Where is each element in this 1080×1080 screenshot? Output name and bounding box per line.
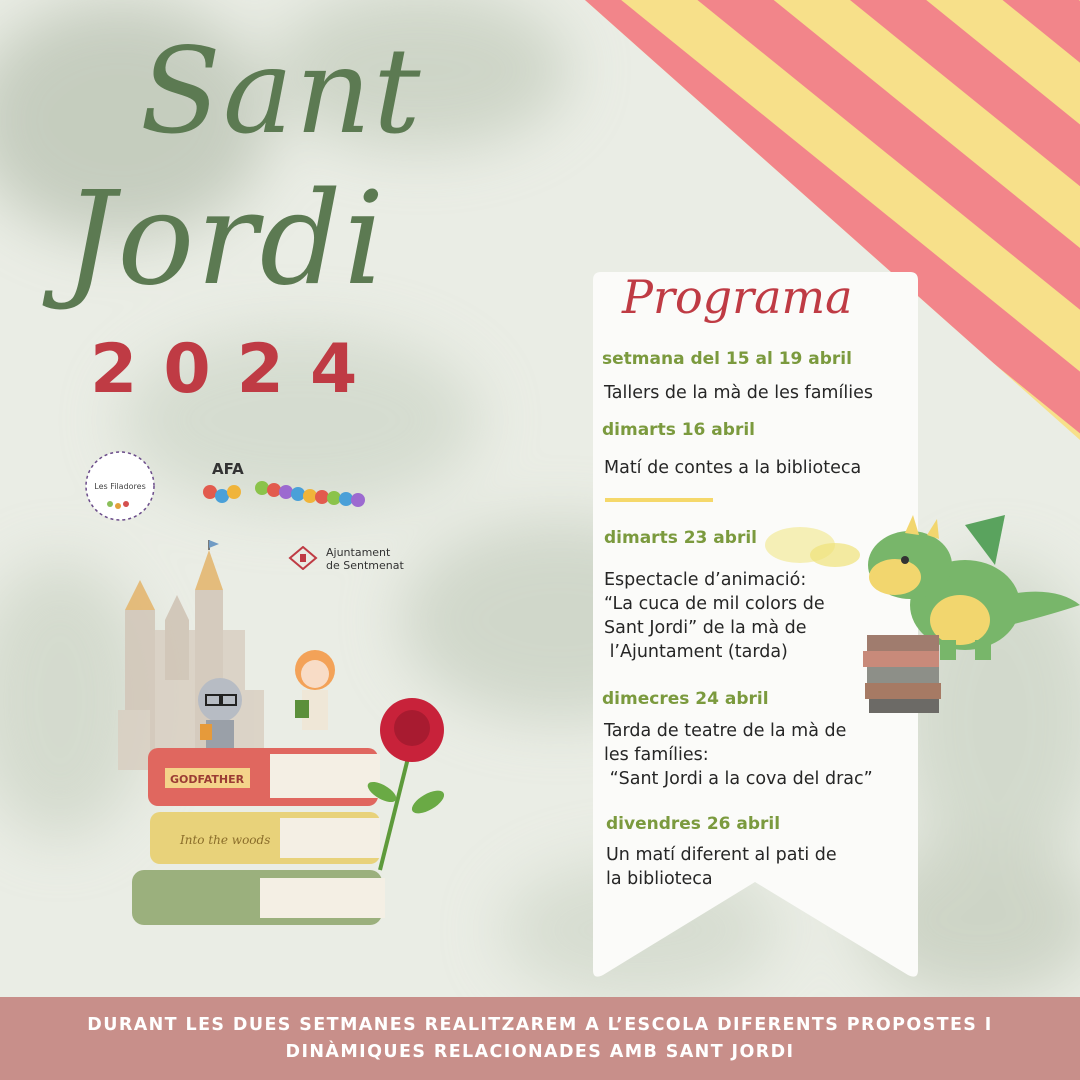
- ajuntament-label: Ajuntament de Sentmenat: [326, 546, 404, 572]
- event-2-description: Matí de contes a la biblioteca: [604, 458, 862, 478]
- book-1-title: GODFATHER: [170, 773, 245, 786]
- dragon-illustration: [755, 505, 1080, 715]
- event-3-description: Espectacle d’animació: “La cuca de mil colors de Sant Jordi” de la mà de l’Ajuntament (tarda): [604, 570, 825, 662]
- school-logo: [84, 450, 156, 522]
- separator-line: [605, 498, 713, 502]
- footer-text: DURANT LES DUES SETMANES REALITZAREM A L’ESCOLA DIFERENTS PROPOSTES I DINÀMIQUES RELACIONADES AMB SANT JORDI: [87, 1015, 993, 1062]
- year-label: 2024: [90, 330, 384, 409]
- event-1-date: setmana del 15 al 19 abril: [602, 349, 852, 369]
- event-5-description: Un matí diferent al pati de la biblioteca: [606, 845, 837, 889]
- school-logo-text: Les Filadores: [94, 482, 146, 491]
- event-4-date: dimecres 24 abril: [602, 689, 769, 709]
- event-3-date: dimarts 23 abril: [604, 528, 757, 548]
- title-sant: Sant: [140, 22, 423, 160]
- book-2-title: Into the woods: [180, 833, 271, 847]
- event-5-date: divendres 26 abril: [606, 814, 781, 834]
- book-stack: [132, 748, 385, 925]
- event-4-description: Tarda de teatre de la mà de les famílies: “Sant Jordi a la cova del drac”: [604, 721, 873, 789]
- dragon-books: [863, 635, 941, 713]
- title-jordi: Jordi: [64, 165, 387, 314]
- books-castle-illustration: [110, 540, 450, 940]
- afa-logo: [200, 478, 370, 508]
- event-1-description: Tallers de la mà de les famílies: [604, 383, 873, 403]
- programa-title: Programa: [622, 270, 853, 324]
- event-2-date: dimarts 16 abril: [602, 420, 755, 440]
- afa-label: AFA: [212, 460, 244, 478]
- castle: [118, 540, 264, 770]
- princess-child: [295, 650, 335, 730]
